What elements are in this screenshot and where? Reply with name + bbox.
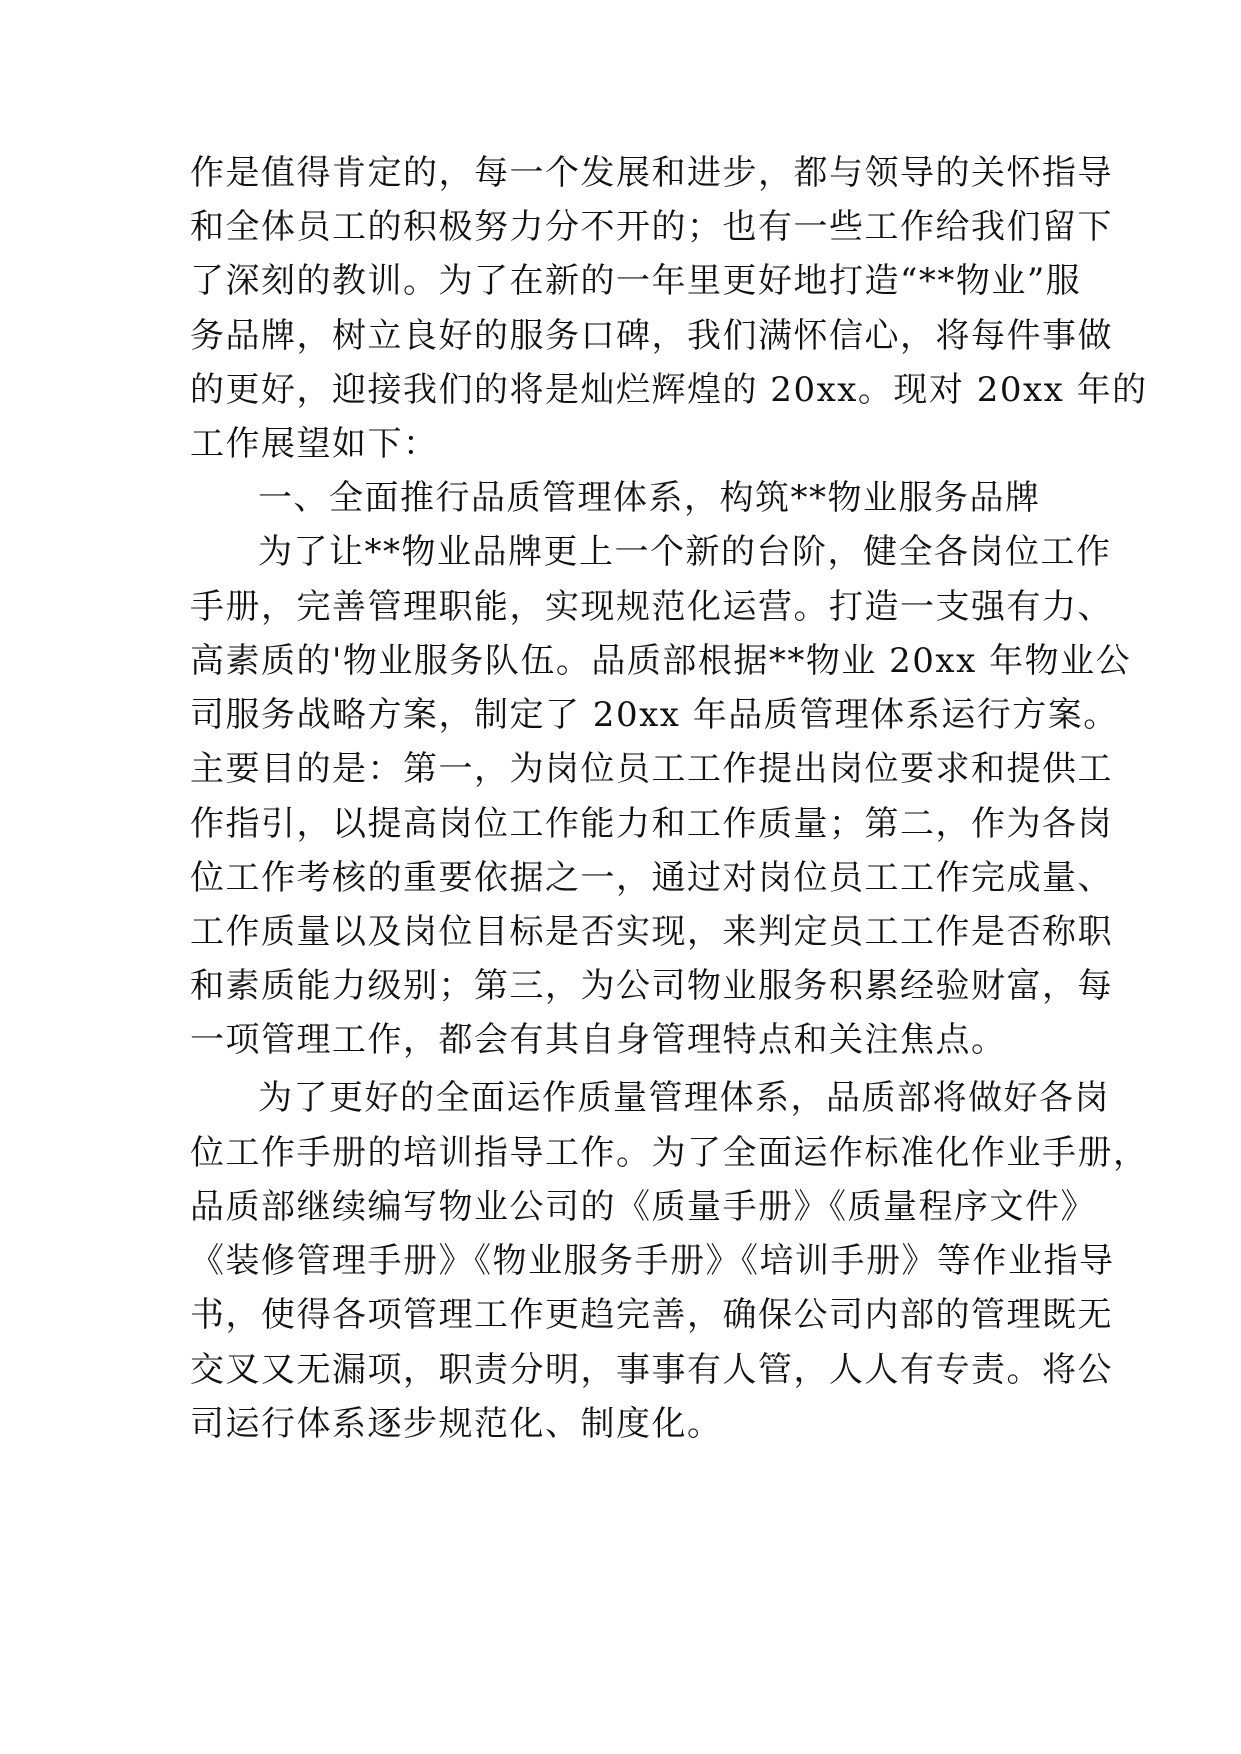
text-line: 位工作手册的培训指导工作。为了全面运作标准化作业手册， <box>190 1133 1149 1173</box>
text-line: 交叉又无漏项，职责分明，事事有人管，人人有专责。将公 <box>190 1350 1113 1390</box>
text-line: 一项管理工作，都会有其自身管理特点和关注焦点。 <box>190 1020 1007 1060</box>
text-line: 品质部继续编写物业公司的《质量手册》《质量程序文件》 <box>190 1187 1096 1227</box>
text-line: 作指引，以提高岗位工作能力和工作质量；第二，作为各岗 <box>190 804 1113 844</box>
text-line: 书，使得各项管理工作更趋完善，确保公司内部的管理既无 <box>190 1295 1113 1335</box>
text-line: 为了更好的全面运作质量管理体系，品质部将做好各岗 <box>258 1078 1110 1118</box>
text-line: 《装修管理手册》《物业服务手册》《培训手册》等作业指导 <box>190 1241 1115 1281</box>
text-line: 和素质能力级别；第三，为公司物业服务积累经验财富，每 <box>190 966 1113 1006</box>
text-line: 主要目的是：第一，为岗位员工工作提出岗位要求和提供工 <box>190 749 1113 789</box>
text-line: 司服务战略方案，制定了 20xx 年品质管理体系运行方案。 <box>190 695 1119 735</box>
text-line: 高素质的'物业服务队伍。品质部根据**物业 20xx 年物业公 <box>190 641 1132 681</box>
text-line: 和全体员工的积极努力分不开的；也有一些工作给我们留下 <box>190 207 1113 247</box>
text-line: 位工作考核的重要依据之一，通过对岗位员工工作完成量、 <box>190 858 1113 898</box>
text-line: 工作质量以及岗位目标是否实现，来判定员工工作是否称职 <box>190 912 1113 952</box>
text-line: 务品牌，树立良好的服务口碑，我们满怀信心，将每件事做 <box>190 316 1113 356</box>
text-line: 作是值得肯定的，每一个发展和进步，都与领导的关怀指导 <box>190 153 1113 193</box>
text-line: 工作展望如下： <box>190 424 439 464</box>
text-line: 司运行体系逐步规范化、制度化。 <box>190 1404 723 1444</box>
section-heading: 一、全面推行品质管理体系，构筑**物业服务品牌 <box>258 478 1041 518</box>
text-line: 为了让**物业品牌更上一个新的台阶，健全各岗位工作 <box>258 532 1112 572</box>
text-line: 了深刻的教训。为了在新的一年里更好地打造“**物业”服 <box>190 261 1082 301</box>
text-line: 手册，完善管理职能，实现规范化运营。打造一支强有力、 <box>190 587 1113 627</box>
text-line: 的更好，迎接我们的将是灿烂辉煌的 20xx。现对 20xx 年的 <box>190 370 1148 410</box>
